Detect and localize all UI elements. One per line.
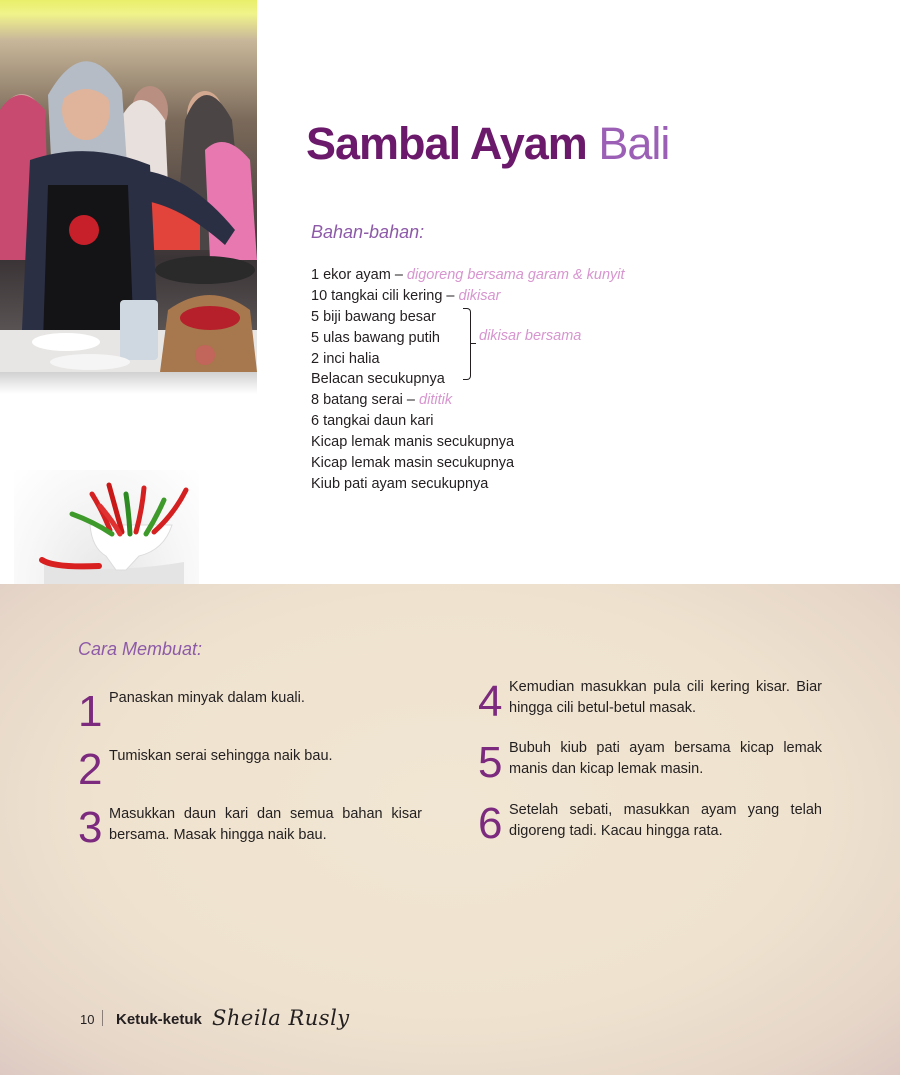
step-text: Kemudian masukkan pula cili kering kisar. Biar hingga cili betul-betul masak. [509, 679, 822, 716]
footer-divider [102, 1010, 103, 1026]
ingredient-item [311, 286, 625, 307]
step-number: 5 [478, 738, 503, 787]
ingredient-text: 6 tangkai daun kari [311, 413, 434, 430]
ingredient-item [311, 411, 625, 432]
photo-shadow [0, 372, 257, 394]
ingredient-group-brace [463, 308, 471, 380]
ingredient-item [311, 474, 625, 495]
ingredient-text: 1 ekor ayam – [311, 267, 403, 283]
recipe-title-accent: Bali [598, 118, 670, 169]
step-text: Panaskan minyak dalam kuali. [109, 690, 305, 706]
ingredient-item [311, 453, 625, 474]
ingredient-text: 2 inci halia [311, 350, 380, 367]
ingredient-text: Kicap lemak masin secukupnya [311, 455, 515, 472]
step-number: 1 [78, 687, 103, 736]
step-number: 3 [78, 803, 103, 852]
ingredient-group-note: dikisar bersama [479, 328, 582, 344]
cooking-demo-photo [0, 0, 257, 372]
ingredient-text: Belacan secukupnya [311, 371, 445, 388]
step-text: Masukkan daun kari dan semua bahan kisar bersama. Masak hingga naik bau. [109, 806, 422, 843]
chili-bowl-illustration [14, 470, 199, 584]
chili-bowl-image [14, 470, 199, 584]
ingredient-text: 8 batang serai – [311, 392, 415, 409]
step-text: Bubuh kiub pati ayam bersama kicap lemak manis dan kicap lemak masin. [509, 740, 822, 777]
author-signature: Sheila Rusly [212, 1006, 350, 1030]
step-number: 2 [78, 745, 103, 794]
step-text: Tumiskan serai sehingga naik bau. [109, 748, 333, 764]
ingredient-item [311, 432, 625, 453]
method-heading: Cara Membuat: [78, 639, 203, 659]
ingredients-heading: Bahan-bahan: [311, 222, 425, 242]
step-number: 4 [478, 677, 503, 726]
recipe-title [306, 116, 669, 172]
ingredient-note: dititik [419, 392, 453, 409]
recipe-title-main: Sambal Ayam [306, 118, 587, 169]
ingredient-note: dikisar [458, 287, 501, 304]
book-brand: Ketuk-ketuk [116, 1011, 202, 1028]
ingredient-item [311, 390, 625, 411]
cooking-demo-illustration [0, 0, 257, 372]
page-number: 10 [80, 1012, 95, 1027]
step-number: 6 [478, 799, 503, 848]
ingredient-text: 5 biji bawang besar [311, 308, 436, 325]
ingredient-item [311, 265, 625, 286]
ingredient-text: Kiub pati ayam secukupnya [311, 475, 489, 492]
ingredient-text: Kicap lemak manis secukupnya [311, 434, 515, 451]
ingredient-note: digoreng bersama garam & kunyit [406, 267, 625, 283]
step-text: Setelah sebati, masukkan ayam yang telah digoreng tadi. Kacau hingga rata. [509, 802, 822, 839]
ingredient-text: 5 ulas bawang putih [311, 329, 440, 346]
ingredient-text: 10 tangkai cili kering – [311, 287, 455, 304]
